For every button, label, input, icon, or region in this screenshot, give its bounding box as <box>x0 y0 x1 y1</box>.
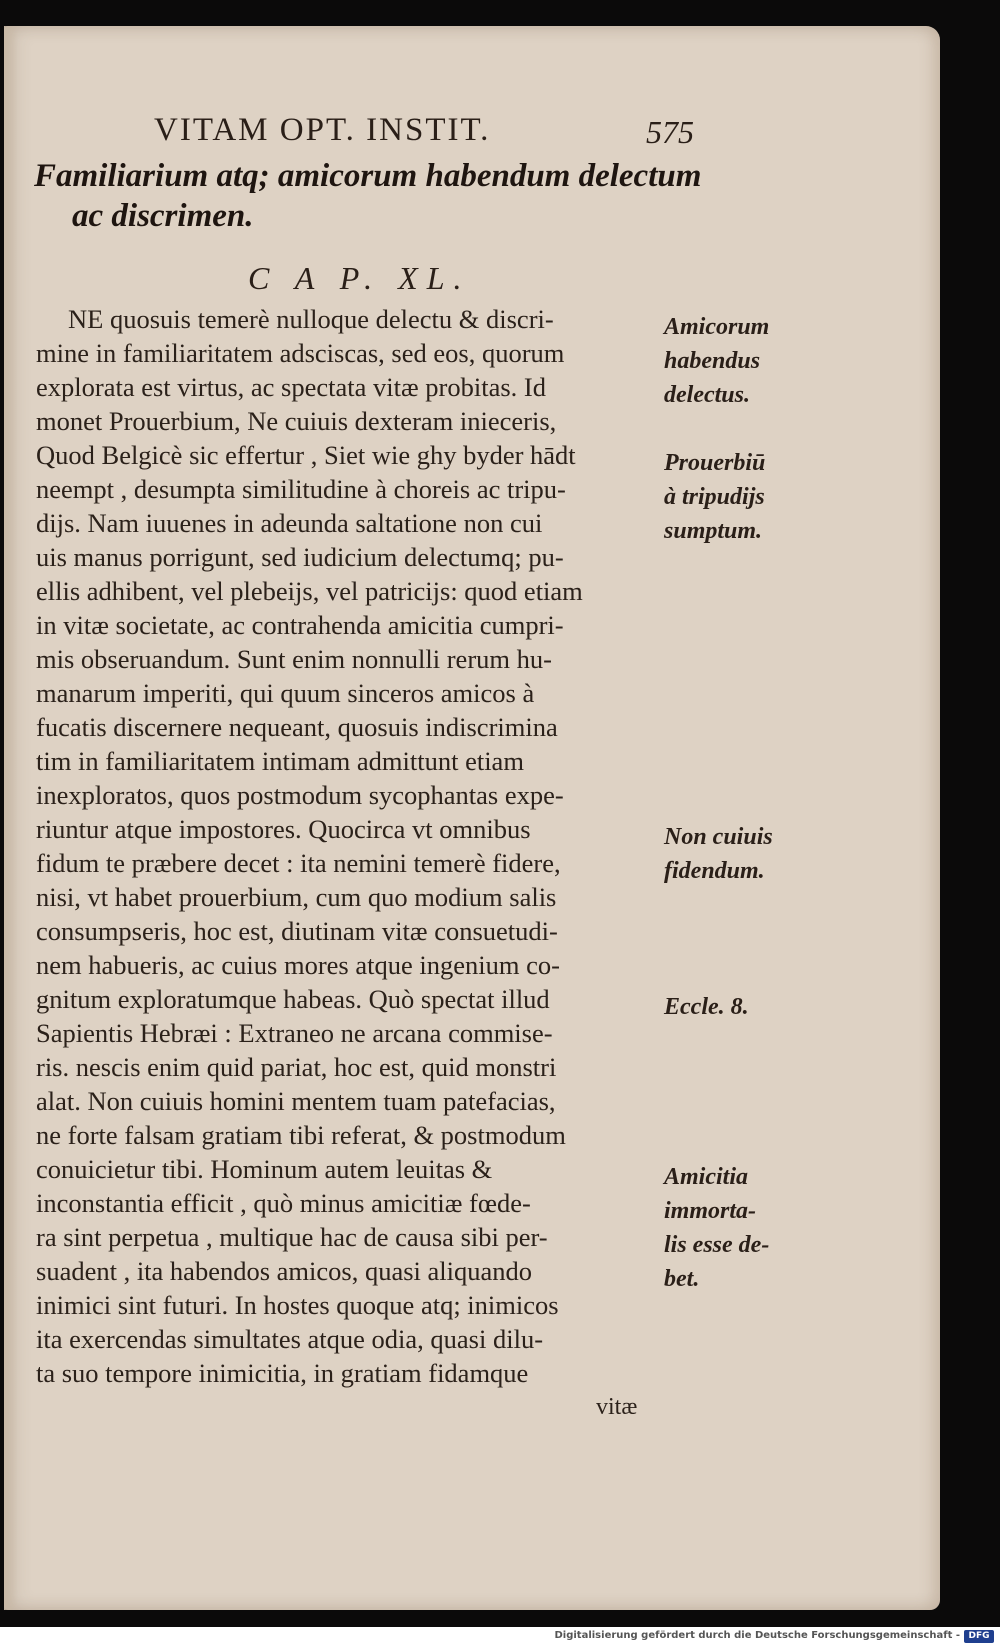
text-line: riuntur atque impostores. Quocirca vt omnibus <box>36 814 531 844</box>
margin-note: Non cuiuis <box>664 824 773 850</box>
page-binding-edge <box>4 26 18 1610</box>
book-page <box>4 26 940 1610</box>
text-line: NE quosuis temerè nulloque delectu & discri- <box>68 304 554 334</box>
text-line: uis manus porrigunt, sed iudicium delectumq; pu- <box>36 542 564 572</box>
text-line: ta suo tempore inimicitia, in gratiam fidamque <box>36 1358 529 1388</box>
text-line: gnitum exploratumque habeas. Quò spectat illud <box>36 984 550 1014</box>
text-line: nem habueris, ac cuius mores atque ingenium co- <box>36 950 560 980</box>
margin-note: sumptum. <box>664 518 763 544</box>
text-line: neempt , desumpta similitudine à choreis ac tripu- <box>36 474 566 504</box>
footer-bar <box>0 1627 1000 1647</box>
text-line: suadent , ita habendos amicos, quasi aliquando <box>36 1256 533 1286</box>
text-line: tim in familiaritatem intimam admittunt etiam <box>36 746 524 776</box>
margin-note: lis esse de- <box>664 1232 770 1258</box>
text-line: ne forte falsam gratiam tibi referat, & postmodum <box>36 1120 566 1150</box>
text-line: Sapientis Hebræi : Extraneo ne arcana commise- <box>36 1018 553 1048</box>
margin-note: Eccle. 8. <box>664 994 749 1020</box>
text-line: consumpseris, hoc est, diutinam vitæ consuetudi- <box>36 916 558 946</box>
margin-note: fidendum. <box>664 858 765 884</box>
section-heading <box>34 156 714 236</box>
text-line: inexploratos, quos postmodum sycophantas expe- <box>36 780 564 810</box>
text-line: fidum te præbere decet : ita nemini temerè fidere, <box>36 848 561 878</box>
text-line: inimici sint futuri. In hostes quoque atq; inimicos <box>36 1290 559 1320</box>
text-line: mine in familiaritatem adsciscas, sed eos, quorum <box>36 338 565 368</box>
heading-line-1: Familiarium atq; amicorum habendum delectum <box>34 158 702 194</box>
text-line: monet Prouerbium, Ne cuiuis dexteram inieceris, <box>36 406 557 436</box>
text-line: dijs. Nam iuuenes in adeunda saltatione non cui <box>36 508 543 538</box>
dfg-logo: DFG <box>964 1630 994 1643</box>
text-line: ita exercendas simultates atque odia, quasi dilu- <box>36 1324 544 1354</box>
text-line: mis obseruandum. Sunt enim nonnulli rerum hu- <box>36 644 552 674</box>
margin-note: bet. <box>664 1266 700 1292</box>
text-line: nisi, vt habet prouerbium, cum quo modium salis <box>36 882 557 912</box>
text-line: manarum imperiti, qui quum sinceros amicos à <box>36 678 535 708</box>
text-line: ra sint perpetua , multique hac de causa sibi per- <box>36 1222 548 1252</box>
text-line: in vitæ societate, ac contrahenda amicitia cumpri- <box>36 610 564 640</box>
margin-note: immorta- <box>664 1198 757 1224</box>
text-line: explorata est virtus, ac spectata vitæ probitas. Id <box>36 372 546 402</box>
text-line: Quod Belgicè sic effertur , Siet wie ghy byder hādt <box>36 440 576 470</box>
text-line: ellis adhibent, vel plebeijs, vel patricijs: quod etiam <box>36 576 583 606</box>
margin-note: Prouerbiū <box>664 450 766 476</box>
margin-note: delectus. <box>664 382 750 408</box>
heading-line-2: ac discrimen. <box>72 198 254 234</box>
margin-note: Amicitia <box>664 1164 748 1190</box>
text-line: fucatis discernere nequeant, quosuis indiscrimina <box>36 712 558 742</box>
text-line: alat. Non cuiuis homini mentem tuam patefacias, <box>36 1086 556 1116</box>
body-text <box>36 302 696 1424</box>
funding-notice: Digitalisierung gefördert durch die Deutsche Forschungsgemeinschaft - <box>554 1630 960 1641</box>
margin-note: Amicorum <box>664 314 770 340</box>
text-line: inconstantia efficit , quò minus amicitiæ fœde- <box>36 1188 531 1218</box>
margin-note: habendus <box>664 348 761 374</box>
text-line: conuicietur tibi. Hominum autem leuitas & <box>36 1154 493 1184</box>
text-line: ris. nescis enim quid pariat, hoc est, quid monstri <box>36 1052 557 1082</box>
chapter-number: C A P. XL. <box>248 260 471 296</box>
page-number: 575 <box>646 114 694 150</box>
margin-note: à tripudijs <box>664 484 765 510</box>
running-head: VITAM OPT. INSTIT. <box>154 112 491 148</box>
catchword: vitæ <box>596 1394 638 1420</box>
